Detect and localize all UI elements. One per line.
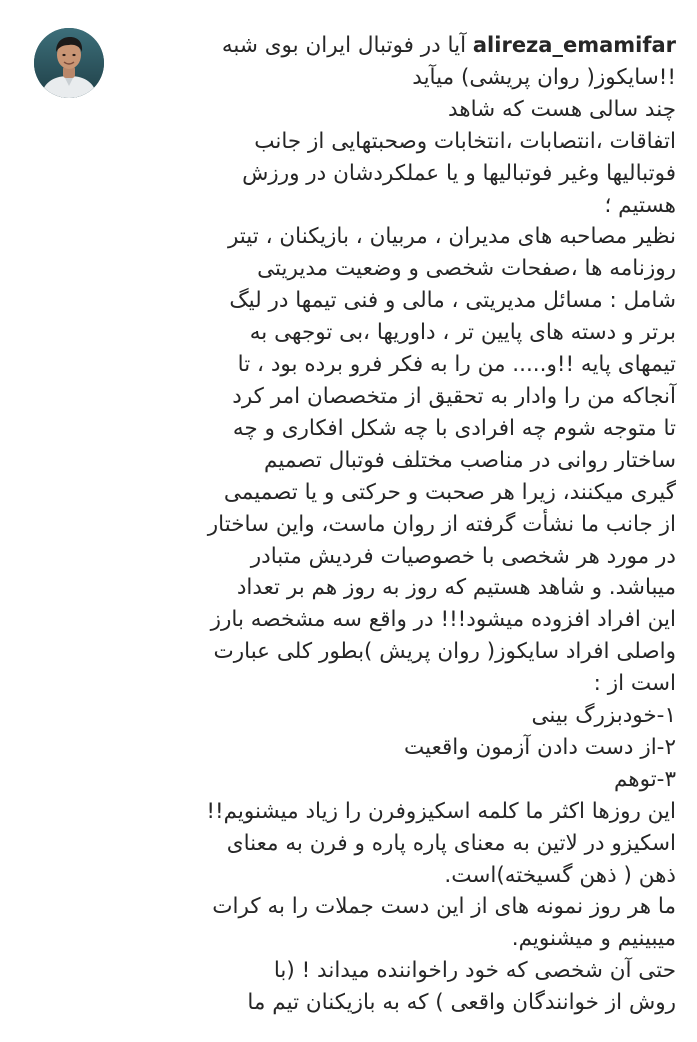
caption-line: آیا در فوتبال ایران بوی شبه	[221, 33, 467, 58]
caption-line: شامل : مسائل مدیریتی ، مالی و فنی تیمها در لیگ	[229, 288, 676, 314]
caption-line: ساختار روانی در مناصب مختلف فوتبال تصمیم	[264, 447, 676, 473]
caption-line: اتفاقات ،انتصابات ،انتخابات وصحبتهایی از جانب	[254, 128, 676, 154]
profile-photo-icon	[34, 28, 104, 98]
caption-line: آنجاکه من را وادار به تحقیق از متخصصان امر کرد	[232, 383, 676, 409]
caption-line: میبینیم و میشنویم.	[511, 926, 676, 952]
post-caption	[140, 30, 676, 1019]
caption-line: گیری میکنند، زیرا هر صحبت و حرکتی و یا تصمیمی	[223, 479, 676, 505]
username-link[interactable]: alireza_emamifar	[472, 33, 676, 57]
caption-line: ۳-توهم	[613, 766, 676, 792]
avatar[interactable]	[34, 28, 104, 98]
caption-first-line	[140, 30, 676, 62]
caption-line: هستیم ؛	[604, 192, 676, 218]
caption-line: روش از خوانندگان واقعی ) که به بازیکنان تیم ما	[247, 990, 676, 1016]
caption-line: تیمهای پایه !!و..... من را به فکر فرو برده بود ، تا	[237, 352, 676, 378]
caption-line: فوتبالیها وغیر فوتبالیها و یا عملکردشان در ورزش	[242, 160, 676, 186]
caption-line: برتر و دسته های پایین تر ، داوریها ،بی توجهی به	[249, 320, 676, 346]
caption-line: اسکیزو در لاتین به معنای پاره پاره و فرن به معنای	[226, 830, 676, 856]
caption-line: ما هر روز نمونه های از این دست جملات را به کرات	[212, 894, 676, 920]
caption-line: ۱-خودبزرگ بینی	[531, 703, 676, 729]
caption-line: از جانب ما نشأت گرفته از روان ماست، واین ساختار	[207, 511, 676, 537]
caption-line: چند سالی هست که شاهد	[447, 96, 676, 122]
caption-line: !!سایکوز( روان پریشی) میآید	[412, 64, 676, 90]
caption-line: ذهن ( ذهن گسیخته)است.	[444, 862, 676, 888]
caption-line: نظیر مصاحبه های مدیران ، مربیان ، بازیکنان ، تیتر	[227, 224, 676, 250]
caption-line: میباشد. و شاهد هستیم که روز به روز هم بر تعداد	[236, 575, 676, 601]
caption-line: حتی آن شخصی که خود راخواننده میداند ! (با	[273, 958, 676, 984]
caption-line: روزنامه ها ،صفحات شخصی و وضعیت مدیریتی	[257, 256, 676, 282]
caption-line: واصلی افراد سایکوز( روان پریش )بطور کلی عبارت	[213, 639, 676, 665]
caption-line: تا متوجه شوم چه افرادی با چه شکل افکاری و چه	[232, 415, 676, 441]
caption-line: ۲-از دست دادن آزمون واقعیت	[404, 734, 676, 760]
caption-line: این افراد افزوده میشود!!! در واقع سه مشخصه بارز	[210, 607, 676, 633]
caption-line: است از :	[593, 671, 676, 697]
caption-line: این روزها اکثر ما کلمه اسکیزوفرن را زیاد میشنویم!!	[206, 798, 676, 824]
caption-line: در مورد هر شخصی با خصوصیات فردیش متبادر	[250, 543, 676, 569]
